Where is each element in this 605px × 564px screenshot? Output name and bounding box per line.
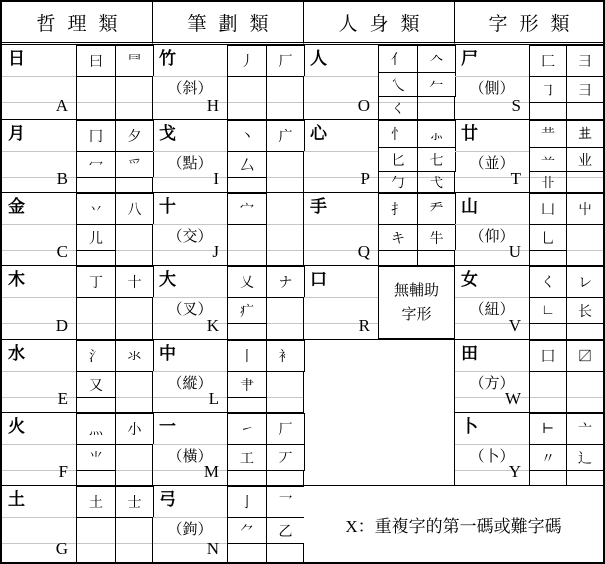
radical-group: [153, 265, 303, 339]
aux-glyph-cell: 䒑: [529, 147, 567, 172]
hint-label: （交）: [167, 229, 213, 245]
aux-glyph-cell: 士: [115, 486, 154, 518]
key-letter: F: [58, 462, 68, 481]
aux-glyph-cell: 八: [115, 193, 154, 225]
key-letter: K: [206, 316, 219, 335]
aux-glyph-cell: 忄: [378, 120, 418, 148]
aux-glyph-cell: 肀: [227, 371, 267, 398]
aux-glyph-cell: 又: [76, 371, 116, 398]
aux-glyph-cell: 夕: [115, 120, 154, 152]
hint-label: （側）: [469, 81, 515, 97]
aux-glyph-cell: ⺜: [115, 45, 154, 77]
hint-label: （叉）: [167, 302, 213, 318]
aux-glyph-cell: 屮: [566, 193, 604, 225]
aux-glyph-cell: 小: [115, 413, 154, 445]
key-letter: D: [55, 316, 68, 335]
radical-label: 人: [310, 49, 327, 68]
hint-label: （方）: [469, 376, 515, 392]
aux-glyph-cell: 工: [227, 444, 267, 471]
aux-glyph-cell: 曰: [76, 45, 116, 77]
aux-glyph-cell: 衤: [266, 340, 305, 372]
key-letter: U: [508, 242, 521, 261]
aux-glyph-cell: 亻: [378, 45, 418, 73]
aux-glyph-cell: 凵: [529, 193, 567, 225]
radical-group: [455, 119, 603, 192]
hint-label: （並）: [469, 156, 515, 172]
hint-label: （鉤）: [167, 522, 213, 538]
aux-glyph-cell: ⺕: [566, 45, 604, 77]
key-letter: Q: [357, 242, 370, 261]
category-header-philosophy: 哲理類: [2, 2, 153, 45]
aux-glyph-cell: く: [529, 266, 567, 298]
aux-glyph-cell: 彐: [566, 76, 604, 103]
radical-label: 一: [159, 417, 176, 436]
radical-group: [455, 192, 603, 265]
aux-glyph-cell: 𠆢: [417, 45, 456, 73]
key-letter: V: [508, 316, 521, 335]
aux-glyph-cell: 卝: [541, 175, 555, 190]
aux-glyph-cell: 灬: [76, 413, 116, 445]
radical-label: 戈: [159, 124, 176, 143]
radical-label: 弓: [159, 490, 176, 509]
radical-label: 山: [461, 197, 478, 216]
radical-group: [2, 412, 152, 485]
radical-label: 田: [461, 344, 478, 363]
aux-glyph-cell: 厂: [266, 413, 305, 445]
aux-glyph-cell: 弋: [429, 175, 443, 190]
hint-label: （仰）: [469, 229, 515, 245]
radical-group: [455, 412, 603, 485]
radical-label: 女: [461, 270, 478, 289]
aux-glyph-cell: 厶: [227, 151, 267, 178]
radical-group: [304, 265, 455, 339]
aux-glyph-cell: 氺: [115, 340, 154, 372]
key-letter: T: [510, 169, 521, 188]
aux-glyph-cell: 土: [76, 486, 116, 518]
radical-group: [455, 339, 603, 412]
radical-label: 日: [8, 49, 25, 68]
radical-label: 十: [159, 197, 176, 216]
radical-group: [153, 119, 303, 192]
key-letter: G: [55, 539, 68, 558]
key-letter: Y: [508, 462, 521, 481]
hint-label: （斜）: [167, 81, 213, 97]
aux-glyph-cell: 丨: [227, 340, 267, 372]
radical-group: [153, 192, 303, 265]
aux-glyph-cell: 七: [417, 147, 456, 172]
aux-glyph-cell: 氵: [76, 340, 116, 372]
category-header-shapes: 字形類: [455, 2, 603, 45]
aux-glyph-cell: 〼: [566, 340, 604, 372]
aux-glyph-cell: 十: [115, 266, 154, 298]
key-letter: A: [55, 96, 68, 115]
aux-glyph-cell: 牛: [417, 224, 456, 251]
key-letter: B: [56, 169, 68, 188]
key-letter: H: [206, 96, 219, 115]
radical-label: 中: [159, 344, 176, 363]
aux-glyph-cell: ⺌: [76, 444, 116, 471]
hint-label: （橫）: [167, 449, 213, 465]
aux-glyph-cell: 冂: [76, 120, 116, 152]
radical-label: 火: [8, 417, 25, 436]
radical-label: 手: [310, 197, 327, 216]
no-aux-text: 無輔助字形: [393, 282, 439, 323]
radical-group: [153, 339, 303, 412]
key-letter: C: [56, 242, 68, 261]
radical-label: 心: [310, 124, 327, 143]
radical-group: [153, 45, 303, 119]
key-letter: M: [203, 462, 219, 481]
aux-glyph-cell: 乂: [227, 266, 267, 298]
radical-group: [304, 192, 455, 265]
radical-label: 月: [8, 124, 25, 143]
hint-label: （紐）: [469, 302, 515, 318]
key-letter: E: [57, 389, 68, 408]
aux-glyph-cell: 亅: [227, 486, 267, 518]
aux-glyph-cell: 〃: [529, 444, 567, 471]
radical-label: 大: [159, 270, 176, 289]
aux-glyph-cell: ⺗: [417, 120, 456, 148]
radical-group: [153, 412, 303, 485]
radical-label: 口: [310, 270, 327, 289]
aux-glyph-cell: 厂: [266, 45, 305, 77]
category-header-body: 人身類: [304, 2, 455, 45]
aux-glyph-cell: 匕: [378, 147, 418, 172]
radical-label: 金: [8, 197, 25, 216]
radical-label: 卜: [461, 417, 478, 436]
empty-cell: [304, 339, 455, 412]
key-letter: I: [213, 169, 219, 188]
aux-glyph-cell: 疒: [227, 297, 267, 324]
aux-glyph-cell: 乙: [266, 517, 305, 544]
aux-glyph-cell: 长: [566, 297, 604, 324]
aux-glyph-cell: 龵: [417, 193, 456, 225]
aux-glyph-cell: 丶: [227, 120, 267, 152]
aux-glyph-cell: ∟: [529, 297, 567, 324]
radical-group: [304, 119, 455, 192]
aux-glyph-cell: 扌: [378, 193, 418, 225]
aux-glyph-cell: 𠂉: [417, 72, 456, 97]
no-aux-note: [378, 266, 455, 339]
aux-glyph-cell: レ: [566, 266, 604, 298]
aux-glyph-cell: く: [391, 100, 405, 116]
aux-glyph-cell: 囗: [529, 340, 567, 372]
radical-group: [2, 265, 152, 339]
aux-glyph-cell: 勹: [391, 175, 405, 190]
radical-group: [2, 119, 152, 192]
radical-label: 尸: [461, 49, 478, 68]
aux-glyph-cell: 丿: [227, 45, 267, 77]
radical-label: 竹: [159, 49, 176, 68]
aux-glyph-cell: 冖: [76, 151, 116, 178]
key-letter: P: [360, 169, 370, 188]
radical-group: [304, 45, 455, 119]
aux-glyph-cell: 爫: [115, 151, 154, 178]
aux-glyph-cell: 儿: [76, 224, 116, 251]
radical-label: 廿: [461, 124, 478, 143]
aux-glyph-cell: 丷: [76, 193, 116, 225]
aux-glyph-cell: 辶: [566, 444, 604, 471]
category-header-row: [2, 2, 603, 45]
aux-glyph-cell: ナ: [266, 266, 305, 298]
aux-glyph-cell: 业: [566, 147, 604, 172]
aux-glyph-cell: 龷: [529, 120, 567, 148]
category-column: [153, 45, 304, 562]
hint-label: （點）: [167, 156, 213, 172]
radical-group: [2, 485, 152, 562]
aux-glyph-cell: 乛: [266, 486, 305, 518]
aux-glyph-cell: 乀: [378, 72, 418, 97]
aux-glyph-cell: 亠: [566, 413, 604, 445]
aux-glyph-cell: 乚: [529, 224, 567, 251]
aux-glyph-cell: ⺈: [227, 517, 267, 544]
aux-glyph-cell: 丆: [266, 444, 305, 471]
key-letter: R: [358, 316, 370, 335]
aux-glyph-cell: 广: [266, 120, 305, 152]
radical-group: [455, 45, 603, 119]
aux-glyph-cell: ⊢: [529, 413, 567, 445]
key-letter: W: [504, 389, 521, 408]
radical-group: [2, 45, 152, 119]
radical-group: [2, 339, 152, 412]
category-column: [2, 45, 153, 562]
key-letter: N: [206, 539, 219, 558]
aux-glyph-cell: キ: [378, 224, 418, 251]
aux-glyph-cell: ㇆: [529, 76, 567, 103]
hint-label: （縱）: [167, 376, 213, 392]
radical-label: 土: [8, 490, 25, 509]
empty-cell: [304, 412, 455, 485]
aux-glyph-cell: 𠀎: [566, 120, 604, 148]
key-letter: J: [212, 242, 219, 261]
aux-glyph-cell: 匚: [529, 45, 567, 77]
key-letter: S: [511, 96, 521, 115]
radical-label: 水: [8, 344, 25, 363]
footnote-x-note: X：重複字的第一碼或難字碼: [304, 485, 603, 562]
radical-group: [2, 192, 152, 265]
radical-group: [153, 485, 303, 562]
hint-label: （卜）: [469, 449, 515, 465]
aux-glyph-cell: ㇀: [227, 413, 267, 445]
radical-group: [455, 265, 603, 339]
category-header-strokes: 筆劃類: [153, 2, 304, 45]
key-letter: O: [357, 96, 370, 115]
key-letter: L: [208, 389, 219, 408]
aux-glyph-cell: 丁: [76, 266, 116, 298]
radical-label: 木: [8, 270, 25, 289]
aux-glyph-cell: 宀: [227, 193, 267, 225]
